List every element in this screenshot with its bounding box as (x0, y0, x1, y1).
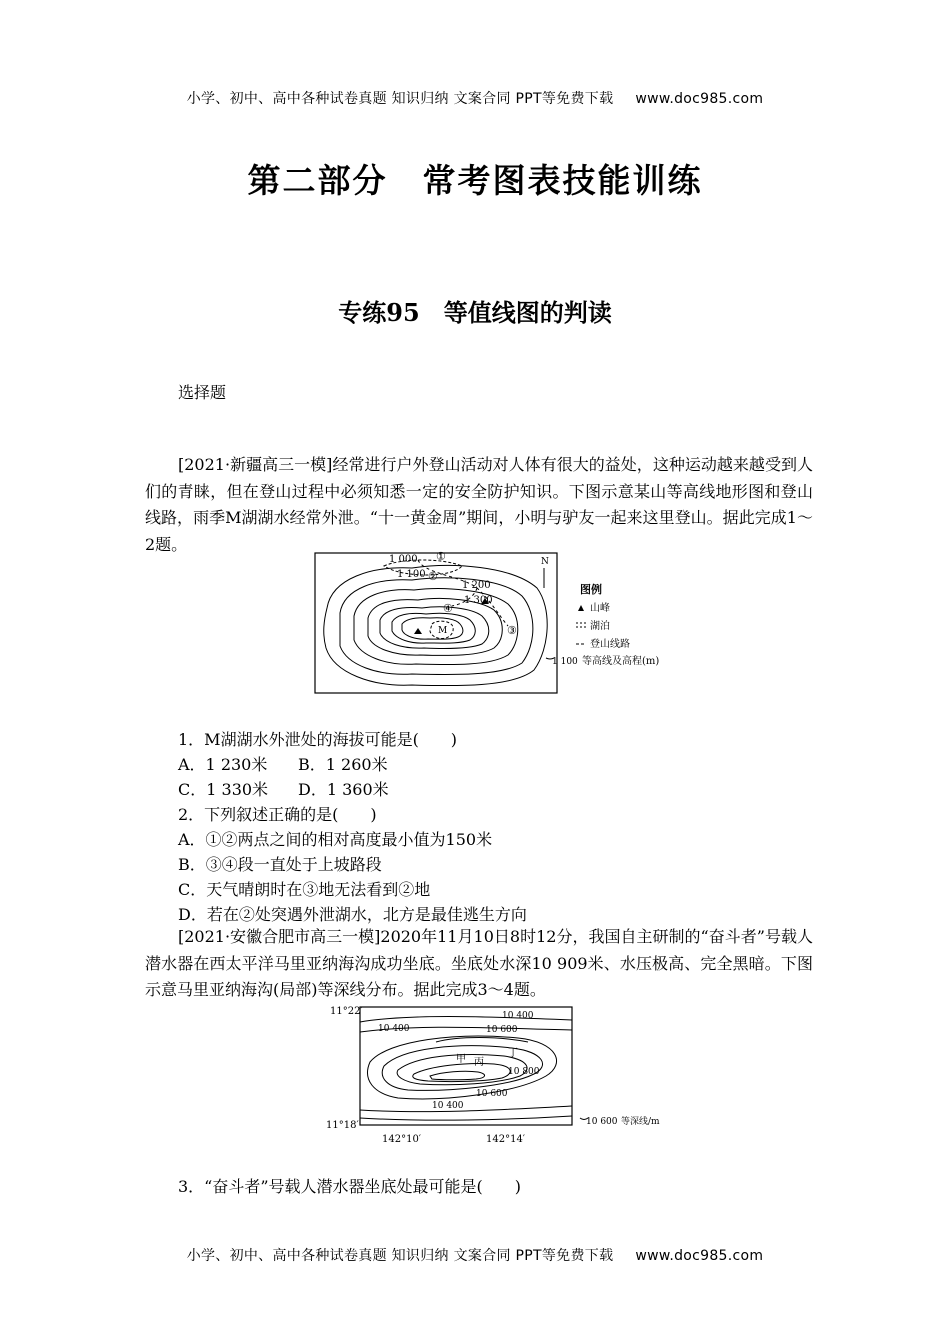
legend-lake: 湖泊 (590, 621, 610, 632)
question-1-option-b[interactable]: B．1 260米 (298, 755, 388, 774)
lake-m-label: M (438, 626, 448, 636)
latitude-bottom: 11°18′ (326, 1120, 359, 1131)
isobath-label: 10 600 (476, 1089, 508, 1099)
legend-contour-sample: 1 100 (552, 657, 578, 667)
longitude-right: 142°14′ (486, 1134, 526, 1145)
legend-sample: 10 600 (586, 1117, 618, 1127)
contour-map-figure (312, 548, 682, 698)
contour-label-1300: 1 300 (464, 595, 493, 606)
north-arrow-label: N (541, 557, 549, 567)
legend-title: 图例 (580, 583, 602, 596)
question-1-stem: 1．M湖湖水外泄处的海拔可能是( ) (178, 730, 458, 749)
passage-1: [2021·新疆高三一模]经常进行户外登山活动对人体有很大的益处，这种运动越来越受到人们的青睐，但在登山过程中必须知悉一定的安全防护知识。下图示意某山等高线地形图和登山线路，雨季M湖湖水经常外泄。“十一黄金周”期间，小明与驴友一起来这里登山。据此完成1～2题。 (145, 455, 813, 554)
header-text: 小学、初中、高中各种试卷真题 知识归纳 文案合同 PPT等免费下载 (186, 91, 614, 107)
question-1-option-a[interactable]: A．1 230米 (178, 755, 268, 774)
question-2-option-c[interactable]: C．天气晴朗时在③地无法看到②地 (178, 880, 431, 899)
footer-text: 小学、初中、高中各种试卷真题 知识归纳 文案合同 PPT等免费下载 (186, 1248, 614, 1264)
point-2-label: ② (428, 570, 438, 583)
question-1-option-d[interactable]: D．1 360米 (298, 780, 389, 799)
isobath-map-figure (318, 1002, 678, 1150)
section-label: 选择题 (178, 383, 227, 402)
question-2-stem: 2．下列叙述正确的是( ) (178, 805, 377, 824)
header-url[interactable]: www.doc985.com (635, 91, 764, 107)
contour-label-1200: 1 200 (462, 580, 491, 591)
question-2-option-d[interactable]: D．若在②处突遇外泄湖水，北方是最佳逃生方向 (178, 905, 527, 924)
point-ding-label: 丁 (508, 1048, 518, 1059)
isobath-label: 10 600 (486, 1025, 518, 1035)
isobath-label: 10 400 (502, 1011, 534, 1021)
exercise-title: 专练95 等值线图的判读 (338, 298, 612, 327)
part-title: 第二部分 常考图表技能训练 (247, 161, 703, 200)
point-bing-label: 丙 (474, 1057, 484, 1068)
question-1-option-c[interactable]: C．1 330米 (178, 780, 269, 799)
legend-peak-icon (578, 605, 584, 611)
point-jia-label: 甲 (456, 1054, 466, 1065)
page-footer (0, 1245, 950, 1265)
contour-label-1000: 1 000 (389, 554, 418, 565)
point-1-label: ① (436, 550, 446, 563)
latitude-top: 11°22′ (330, 1006, 363, 1017)
legend-route: 登山线路 (590, 639, 630, 650)
footer-url[interactable]: www.doc985.com (635, 1248, 764, 1264)
page-header (0, 88, 950, 108)
point-3-label: ③ (507, 624, 517, 637)
question-2-option-b[interactable]: B．③④段一直处于上坡路段 (178, 855, 382, 874)
isobath-label: 10 400 (378, 1024, 410, 1034)
legend-isobath-text: 等深线/m (621, 1117, 660, 1127)
question-2-option-a[interactable]: A．①②两点之间的相对高度最小值为150米 (178, 830, 493, 849)
isobath-label: 10 800 (508, 1067, 540, 1077)
isobath-label: 10 400 (432, 1101, 464, 1111)
longitude-left: 142°10′ (382, 1134, 422, 1145)
point-4-label: ④ (443, 602, 453, 615)
legend-contour: 等高线及高程(m) (582, 656, 660, 667)
legend-peak: 山峰 (590, 603, 610, 614)
contour-label-1100: 1 100 (397, 569, 426, 580)
question-3-stem: 3．“奋斗者”号载人潜水器坐底处最可能是( ) (178, 1177, 522, 1196)
passage-2: [2021·安徽合肥市高三一模]2020年11月10日8时12分，我国自主研制的“奋斗者”号载人潜水器在西太平洋马里亚纳海沟成功坐底。坐底处水深10 909米、水压极高、完全黑暗。下图示意马里亚纳海沟(局部)等深线分布。据此完成3～4题。 (145, 927, 813, 999)
legend-lake-icon (576, 623, 586, 627)
